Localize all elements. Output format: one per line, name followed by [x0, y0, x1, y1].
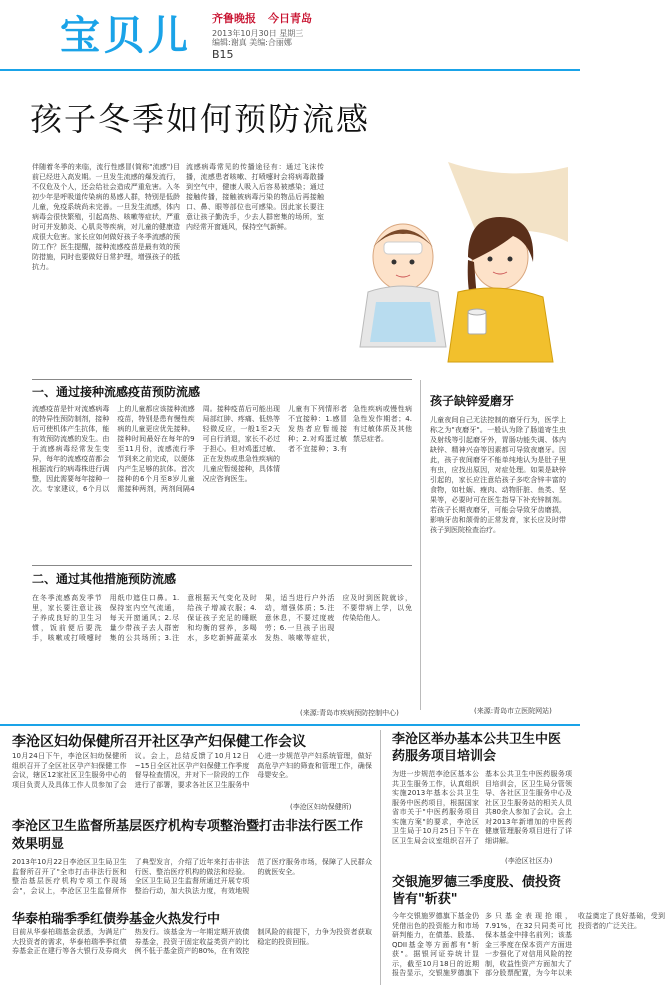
sidebar-heading: 孩子缺锌爱磨牙 [430, 394, 515, 408]
section-1-heading: 一、通过接种流感疫苗预防流感 [32, 385, 201, 399]
story-1-title: 李沧区妇幼保健所召开社区孕产妇保健工作会议 [12, 734, 306, 750]
story-1-body: 10月24日下午，李沧区妇幼保健所组织召开了全区社区孕产妇保健工作会议，辖区12家社区卫生服务中心的项目负责人及具体工作人员参加了会议。会上，总结反馈了10月12日~15日全区社区孕产妇保健工作季度督导检查情况，并对下一阶段的工作进行了部署，要求各社区卫生服务中心进一步规范孕产妇系统管理，做好高危孕产妇的筛查和管理工作，确保母婴安全。 [12, 752, 372, 789]
newspaper-brand: 齐鲁晚报 [212, 12, 256, 25]
section-title: 宝贝儿 [60, 13, 192, 59]
masthead-rule [0, 69, 580, 71]
section-1-body-2: 儿童有下列情形者不宜接种：1.感冒发热者应暂缓接种；2.对鸡蛋过敏者不宜接种；3.有急性疾病或慢性病急性发作期者；4.有过敏体质及其他禁忌症者。 [288, 405, 412, 453]
story-2-title: 李沧区卫生监督所基层医疗机构专项整治暨打击非法行医工作效果明显 [12, 819, 364, 852]
issue-date: 2013年10月30日 星期三 [212, 29, 304, 38]
newspaper-edition: 今日青岛 [268, 12, 312, 25]
page-number: B15 [212, 48, 234, 61]
story-3-body: 目前从华泰柏瑞基金获悉，为满足广大投资者的需求，华泰柏瑞季季红债券基金正在建行等各大银行及券商火热发行。该基金为一年期定期开放债券基金，投资于固定收益类资产的比例不低于基金资产的80%，在有效控制风险的前提下，力争为投资者获取稳定的投资回报。 [12, 928, 372, 955]
bottom-section-rule [0, 724, 580, 726]
intro-column-1: 伴随着冬季的来临，流行性感冒(简称"流感")目前已经进入高发期。一旦发生流感的爆发流行，不仅危及个人，还会给社会造成严重危害。入冬初少年是呼吸道传染病的易感人群，特别是低龄儿童，免疫系统尚未完善。一旦发生流感，体内病毒会很快繁殖，引起高热、咳嗽等症状，严重时可并发肺炎、心肌炎等疾病，对儿童的健康造成很大危害。家长应如何做好孩子冬季流感的预防工作？医生提醒，接种流感疫苗是最有效的预防措施，同时也要做好日常护理，增强孩子的抵抗力。 [32, 163, 180, 271]
editor-credits: 编辑:谢真 美编:合丽娜 [212, 38, 292, 47]
section-1-body: 流感疫苗是针对流感病毒的特异性预防制剂，接种后可使机体产生抗体，能有效预防流感的发生。由于流感病毒经常发生变异，每年的流感疫苗都会根据流行的病毒株进行调整，因此需要每年接种一次。专家建议，6个月以上的儿童都应该接种流感疫苗，特别是患有慢性疾病的儿童更应优先接种。接种时间最好在每年的9至11月份，流感流行季节到来之前完成，以便体内产生足够的抗体。首次接种的6个月至8岁儿童需接种两剂，两剂间隔4周。接种疫苗后可能出现局部红肿、疼痛、低热等轻微反应，一般1至2天可自行消退，家长不必过于担心。但对鸡蛋过敏、正在发热或患急性疾病的儿童应暂缓接种，具体情况应咨询医生。 [32, 405, 280, 493]
story-2-body: 2013年10月22日李沧区卫生局卫生监督所召开了"全市打击非法行医和整治基层医疗机构专项工作现场会"，会议上，李沧区卫生监督所作了典型发言，介绍了近年来打击非法行医、整治医疗机构的做法和经验。全区卫生局卫生监督所通过开展专项整治行动，加大执法力度，有效地规范了医疗服务市场，保障了人民群众的就医安全。 [12, 858, 372, 895]
bottom-divider [380, 730, 381, 985]
main-story-credit: (来源:青岛市疾病预防控制中心) [300, 709, 399, 717]
main-headline: 孩子冬季如何预防流感 [30, 100, 371, 138]
section-2-rule [32, 565, 412, 566]
mother-child-illustration [328, 162, 568, 362]
sidebar-body: 儿童夜间自己无法控制的磨牙行为，医学上称之为"夜磨牙"。一般认为除了肠道寄生虫及射线等引起磨牙外，胃肠功能失调、体内缺锌、精神兴奋等因素都可导致夜磨牙。因此，孩子夜间磨牙不能单纯地认为是肚子里有虫，应找出原因，对症处理。如果是缺锌引起的，家长应注意给孩子多吃含锌丰富的食物，如牡蛎、瘦肉、动物肝脏、鱼类、坚果等，必要时可在医生指导下补充锌制剂。若孩子长期夜磨牙，可能会导致牙齿磨损，影响牙齿和颌骨的正常发育，家长应及时带孩子到医院检查治疗。 [430, 416, 566, 534]
story-4-title: 李沧区举办基本公共卫生中医药服务项目培训会 [392, 732, 562, 764]
section-2-heading: 二、通过其他措施预防流感 [32, 572, 177, 586]
sidebar-divider [420, 380, 421, 710]
story-3-title: 华泰柏瑞季季红债券基金火热发行中 [12, 912, 221, 927]
section-2-body: 在冬季流感高发季节里，家长要注意让孩子养成良好的卫生习惯，饭前便后要洗手，咳嗽或打喷嚏时用纸巾遮住口鼻。1.保持室内空气流通，每天开窗通风；2.尽量少带孩子去人群密集的公共场所；3.注意根据天气变化及时给孩子增减衣服；4.保证孩子充足的睡眠和均衡的营养，多喝水，多吃新鲜蔬菜水果，适当进行户外活动，增强体质；5.注意休息，不要过度疲劳；6.一旦孩子出现发热、咳嗽等症状，应及时到医院就诊，不要带病上学，以免传染给他人。 [32, 594, 412, 642]
section-1-rule [32, 379, 412, 380]
intro-column-2: 流感病毒常见的传播途径有：通过飞沫传播，流感患者咳嗽、打喷嚏时会将病毒散播到空气中，健康人吸入后容易被感染；通过接触传播，接触被病毒污染的物品后再接触口、鼻、眼等部位也可感染。因此家长要注意让孩子勤洗手，少去人群密集的场所，室内经常开窗通风，保持空气新鲜。 [186, 163, 324, 231]
story-5-body: 今年交银施罗德旗下基金仍凭借出色的投资能力和市场研判能力，在债基、股基、QDII基金等方面都有"斩获"。据银河证券统计显示，截至10月18日的近期报告显示，交银施罗德旗下多只基金表现抢眼，7.91%，在32只同类可比保本基金中排名前列；该基金三季度在保本资产方面进一步强化了对信用风险的控制，收益性资产方面加大了部分股票配置，为今年以来收益奠定了良好基础，受到投资者的广泛关注。 [392, 912, 665, 977]
sidebar-credit: (来源:青岛市立医院网站) [474, 707, 552, 715]
story-5-title: 交银施罗德三季度股、债投资皆有"斩获" [392, 875, 562, 907]
story-1-credit: (李沧区妇幼保健所) [290, 803, 352, 811]
story-4-credit: (李沧区社区办) [505, 857, 553, 865]
story-4-body: 为进一步规范李沧区基本公共卫生服务工作，认真组织实施2013年基本公共卫生服务中医药项目，根据国家省市关于"中医药服务项目实施方案"的要求，李沧区卫生局于10月25日下午在区卫生局会议室组织召开了基本公共卫生中医药服务项目培训会，区卫生局分管领导、各社区卫生服务中心及社区卫生服务站的相关人员共80余人参加了会议。会上对2013年新增加的中医药健康管理服务项目进行了详细讲解。 [392, 770, 572, 845]
